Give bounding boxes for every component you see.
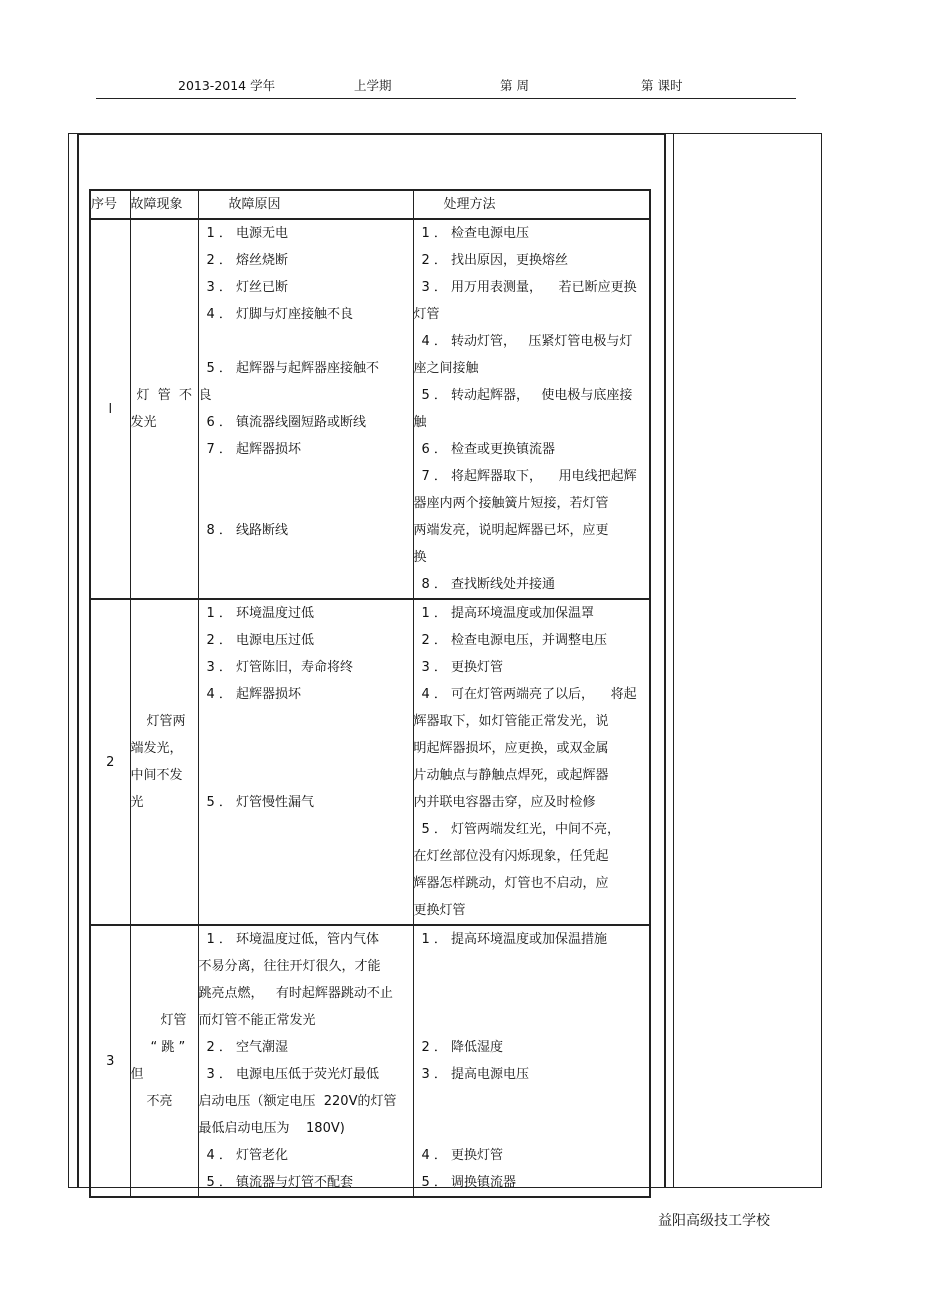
- lesson: 第 课时: [641, 78, 683, 93]
- cause-line: 跳亮点燃， 有时起辉器跳动不止: [198, 986, 393, 1001]
- cause-line: 7 ． 起辉器损坏: [206, 442, 302, 457]
- cause-line: 1 ． 电源无电: [206, 226, 289, 241]
- fix-line: 5 ． 灯管两端发红光，中间不亮，: [421, 822, 621, 837]
- fix-line: 3 ． 用万用表测量， 若已断应更换: [421, 280, 637, 295]
- fix-line: 4 ． 更换灯管: [421, 1148, 504, 1163]
- fix-line: 两端发亮，说明起辉器已坏，应更: [413, 523, 609, 538]
- cause-line: 3 ． 灯管陈旧，寿命将终: [206, 660, 354, 675]
- cause-line: 良: [198, 388, 212, 403]
- fix-line: 2 ． 检查电源电压，并调整电压: [421, 633, 608, 648]
- fix-line: 在灯丝部位没有闪烁现象，任凭起: [413, 849, 609, 864]
- cause-line: 8 ． 线路断线: [206, 523, 289, 538]
- fix-line: 更换灯管: [413, 903, 466, 918]
- cause-line: 1 ． 环境温度过低，管内气体: [206, 932, 380, 947]
- cause-line: 4 ． 起辉器损坏: [206, 687, 302, 702]
- cause-line: 最低启动电压为 180V): [198, 1121, 345, 1136]
- fix-line: 明起辉器损坏，应更换，或双金属: [413, 741, 609, 756]
- cause-line: 5 ． 镇流器与灯管不配套: [206, 1175, 354, 1190]
- fix-line: 5 ． 调换镇流器: [421, 1175, 517, 1190]
- cause-cell: [198, 219, 413, 599]
- symptom-cell: [130, 219, 198, 599]
- header-symptom: 故障现象: [130, 190, 198, 219]
- cause-cell: [198, 925, 413, 1197]
- cause-line: 4 ． 灯脚与灯座接触不良: [206, 307, 354, 322]
- symptom-line: 灯管两: [146, 714, 186, 729]
- cause-line: 2 ． 电源电压过低: [206, 633, 315, 648]
- fix-line: 3 ． 提高电源电压: [421, 1067, 530, 1082]
- fix-line: 1 ． 提高环境温度或加保温措施: [421, 932, 608, 947]
- row-number: 2: [90, 599, 130, 925]
- term: 上学期: [354, 78, 392, 93]
- fix-line: 灯管: [413, 307, 440, 322]
- fix-line: 1 ． 检查电源电压: [421, 226, 530, 241]
- cause-line: 3 ． 灯丝已断: [206, 280, 289, 295]
- row-number: l: [90, 219, 130, 599]
- table-row: [90, 219, 650, 599]
- fix-line: 1 ． 提高环境温度或加保温罩: [421, 606, 595, 621]
- fix-line: 2 ． 找出原因，更换熔丝: [421, 253, 569, 268]
- header-no: 序号: [90, 190, 130, 219]
- symptom-line: “ 跳 ”: [150, 1040, 186, 1055]
- cause-line: 启动电压（额定电压 220V的灯管: [198, 1094, 397, 1109]
- cause-cell: [198, 599, 413, 925]
- symptom-cell: [130, 925, 198, 1197]
- fix-line: 7 ． 将起辉器取下， 用电线把起辉: [421, 469, 637, 484]
- symptom-line: 不亮: [146, 1094, 173, 1109]
- symptom-line: 但: [130, 1067, 144, 1082]
- table-row: [90, 925, 650, 1197]
- symptom-line: 光: [130, 795, 144, 810]
- cause-line: 不易分离，往往开灯很久，才能: [198, 959, 381, 974]
- school-year: 2013-2014 学年: [178, 78, 276, 93]
- notes-column-divider: [673, 133, 674, 1188]
- symptom-line: 中间不发: [130, 768, 183, 783]
- table-row: [90, 599, 650, 925]
- fix-line: 辉器怎样跳动，灯管也不启动，应: [413, 876, 609, 891]
- week: 第 周: [500, 78, 529, 93]
- symptom-line: 发光: [130, 415, 157, 430]
- fix-line: 2 ． 降低湿度: [421, 1040, 504, 1055]
- fix-line: 片动触点与静触点焊死，或起辉器: [413, 768, 609, 783]
- fix-line: 座之间接触: [413, 361, 479, 376]
- fix-line: 5 ． 转动起辉器， 使电极与底座接: [421, 388, 633, 403]
- school-name: 益阳高级技工学校: [658, 1213, 770, 1229]
- cause-line: 1 ． 环境温度过低: [206, 606, 315, 621]
- fix-cell: [413, 219, 650, 599]
- cause-line: 4 ． 灯管老化: [206, 1148, 289, 1163]
- fix-line: 6 ． 检查或更换镇流器: [421, 442, 556, 457]
- fix-line: 3 ． 更换灯管: [421, 660, 504, 675]
- cause-line: 5 ． 起辉器与起辉器座接触不: [206, 361, 380, 376]
- fix-line: 辉器取下，如灯管能正常发光，说: [413, 714, 609, 729]
- fix-line: 触: [413, 415, 427, 430]
- fault-table: [89, 189, 651, 1198]
- fix-line: 换: [413, 550, 427, 565]
- symptom-line: 端发光，: [130, 741, 183, 756]
- fix-line: 4 ． 可在灯管两端亮了以后， 将起: [421, 687, 637, 702]
- fix-line: 4 ． 转动灯管， 压紧灯管电极与灯: [421, 334, 633, 349]
- row-number: 3: [90, 925, 130, 1197]
- symptom-cell: [130, 599, 198, 925]
- page-header: [96, 74, 796, 99]
- header-cause: 故障原因: [198, 190, 413, 219]
- cause-line: 2 ． 空气潮湿: [206, 1040, 289, 1055]
- header-fix: 处理方法: [413, 190, 650, 219]
- symptom-line: 灯 管 不: [136, 388, 193, 403]
- symptom-line: 灯管: [160, 1013, 187, 1028]
- cause-line: 3 ． 电源电压低于荧光灯最低: [206, 1067, 380, 1082]
- table-header-row: [90, 190, 650, 219]
- fix-cell: [413, 599, 650, 925]
- fix-line: 内并联电容器击穿，应及时检修: [413, 795, 596, 810]
- cause-line: 2 ． 熔丝烧断: [206, 253, 289, 268]
- fix-line: 器座内两个接触簧片短接，若灯管: [413, 496, 609, 511]
- cause-line: 5 ． 灯管慢性漏气: [206, 795, 315, 810]
- cause-line: 6 ． 镇流器线圈短路或断线: [206, 415, 367, 430]
- cause-line: 而灯管不能正常发光: [198, 1013, 316, 1028]
- fix-line: 8 ． 查找断线处并接通: [421, 577, 556, 592]
- fix-cell: [413, 925, 650, 1197]
